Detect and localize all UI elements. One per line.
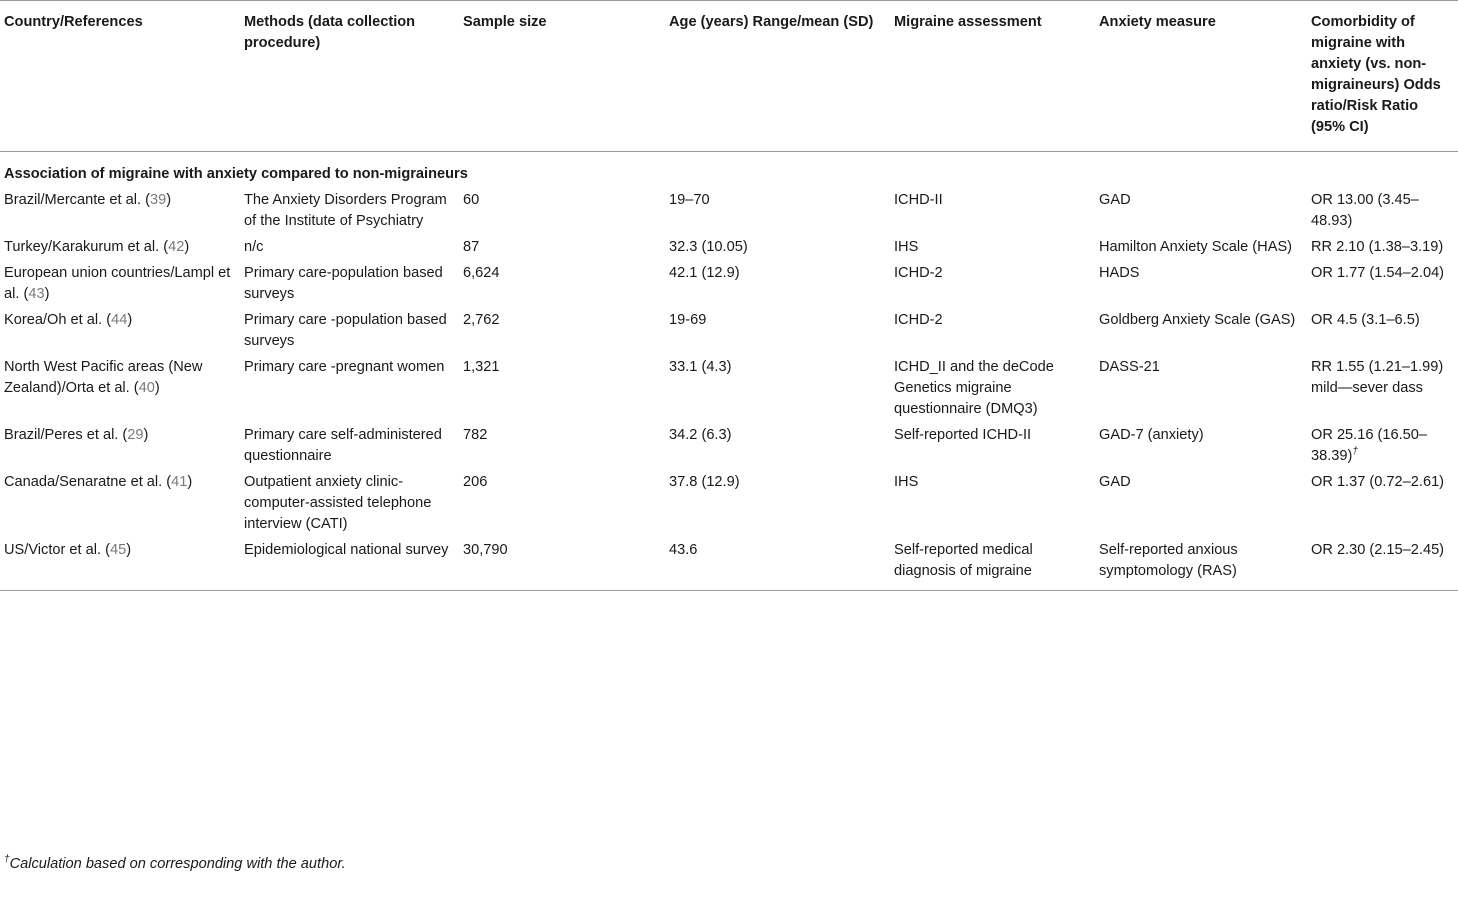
footnote	[4, 856, 346, 872]
cell-migraine-assessment	[890, 310, 1095, 357]
cell-anxiety-measure-text: Goldberg Anxiety Scale (GAS)	[1099, 312, 1296, 328]
cell-country: Canada/Senaratne et al. (41)	[4, 474, 193, 490]
cell-anxiety-measure-text: GAD-7 (anxiety)	[1099, 427, 1204, 443]
cell-methods-text: Primary care-population based surveys	[244, 265, 443, 302]
table-row	[0, 263, 1458, 310]
cell-anxiety-measure	[1095, 237, 1307, 263]
cell-methods	[240, 190, 459, 237]
cell-sample-size-text: 60	[463, 192, 480, 208]
reference-link[interactable]: 41	[171, 474, 188, 490]
cell-country: European union countries/Lampl et al. (43)	[4, 265, 231, 302]
cell-country: Brazil/Peres et al. (29)	[4, 427, 149, 443]
cell-methods	[240, 357, 459, 425]
table-body	[0, 152, 1458, 591]
cell-anxiety-measure	[1095, 472, 1307, 540]
cell-anxiety-measure	[1095, 425, 1307, 472]
cell-migraine-assessment-text: Self-reported medical diagnosis of migraine	[894, 542, 1033, 579]
section-row	[0, 152, 1458, 191]
header-country: Country/References	[4, 14, 143, 30]
footnote-marker: †	[1352, 446, 1358, 458]
cell-comorbidity-text: OR 25.16 (16.50–38.39)	[1311, 427, 1428, 464]
cell-migraine-assessment	[890, 263, 1095, 310]
cell-methods	[240, 310, 459, 357]
table-row	[0, 540, 1458, 591]
cell-anxiety-measure	[1095, 190, 1307, 237]
cell-methods	[240, 263, 459, 310]
cell-country: Brazil/Mercante et al. (39)	[4, 192, 172, 208]
country-text: Brazil/Mercante et al.	[4, 192, 142, 208]
cell-anxiety-measure	[1095, 263, 1307, 310]
reference-link[interactable]: 43	[28, 286, 45, 302]
cell-comorbidity-text: OR 13.00 (3.45–48.93)	[1311, 192, 1419, 229]
cell-comorbidity	[1307, 237, 1458, 263]
cell-migraine-assessment-text: ICHD-II	[894, 192, 943, 208]
cell-sample-size-text: 1,321	[463, 359, 500, 375]
cell-sample-size	[459, 425, 665, 472]
cell-age	[665, 425, 890, 472]
cell-country: Korea/Oh et al. (44)	[4, 312, 133, 328]
cell-country: Turkey/Karakurum et al. (42)	[4, 239, 190, 255]
cell-methods	[240, 425, 459, 472]
cell-age	[665, 190, 890, 237]
country-text: Canada/Senaratne et al.	[4, 474, 163, 490]
cell-comorbidity	[1307, 263, 1458, 310]
cell-methods	[240, 540, 459, 591]
cell-age-text: 37.8 (12.9)	[669, 474, 740, 490]
cell-sample-size-text: 87	[463, 239, 480, 255]
cell-methods	[240, 472, 459, 540]
cell-migraine-assessment	[890, 472, 1095, 540]
cell-sample-size	[459, 237, 665, 263]
cell-comorbidity	[1307, 472, 1458, 540]
cell-country: US/Victor et al. (45)	[4, 542, 132, 558]
country-text: US/Victor et al.	[4, 542, 102, 558]
cell-migraine-assessment-text: ICHD_II and the deCode Genetics migraine questionnaire (DMQ3)	[894, 359, 1054, 417]
cell-age	[665, 237, 890, 263]
cell-sample-size	[459, 540, 665, 591]
table-row	[0, 357, 1458, 425]
country-text: Turkey/Karakurum et al.	[4, 239, 160, 255]
cell-age-text: 19–70	[669, 192, 710, 208]
cell-methods-text: n/c	[244, 239, 264, 255]
cell-age	[665, 357, 890, 425]
cell-migraine-assessment	[890, 357, 1095, 425]
reference-link[interactable]: 29	[127, 427, 144, 443]
cell-migraine-assessment	[890, 425, 1095, 472]
cell-sample-size-text: 2,762	[463, 312, 500, 328]
table-row	[0, 310, 1458, 357]
reference-link[interactable]: 40	[138, 380, 155, 396]
cell-anxiety-measure	[1095, 540, 1307, 591]
cell-comorbidity	[1307, 540, 1458, 591]
cell-sample-size-text: 30,790	[463, 542, 508, 558]
cell-age	[665, 472, 890, 540]
header-age: Age (years) Range/mean (SD)	[669, 14, 874, 30]
cell-methods-text: Primary care self-administered questionnaire	[244, 427, 442, 464]
cell-comorbidity	[1307, 310, 1458, 357]
cell-age	[665, 263, 890, 310]
cell-comorbidity-text: RR 2.10 (1.38–3.19)	[1311, 239, 1444, 255]
cell-anxiety-measure	[1095, 310, 1307, 357]
cell-comorbidity	[1307, 425, 1458, 472]
cell-comorbidity	[1307, 190, 1458, 237]
cell-methods-text: Primary care -population based surveys	[244, 312, 447, 349]
cell-anxiety-measure-text: DASS-21	[1099, 359, 1160, 375]
cell-methods-text: Epidemiological national survey	[244, 542, 449, 558]
cell-age-text: 19-69	[669, 312, 707, 328]
header-methods: Methods (data collection procedure)	[244, 14, 416, 51]
cell-sample-size-text: 782	[463, 427, 488, 443]
reference-link[interactable]: 44	[111, 312, 128, 328]
header-row	[0, 1, 1458, 152]
cell-migraine-assessment	[890, 540, 1095, 591]
cell-age	[665, 540, 890, 591]
cell-migraine-assessment-text: ICHD-2	[894, 265, 943, 281]
cell-age-text: 32.3 (10.05)	[669, 239, 748, 255]
cell-age	[665, 310, 890, 357]
country-text: Korea/Oh et al.	[4, 312, 103, 328]
cell-sample-size	[459, 263, 665, 310]
cell-comorbidity-text: OR 2.30 (2.15–2.45)	[1311, 542, 1445, 558]
section-title: Association of migraine with anxiety compared to non-migraineurs	[4, 166, 468, 182]
cell-country: North West Pacific areas (New Zealand)/Orta et al. (40)	[4, 359, 203, 396]
cell-anxiety-measure-text: GAD	[1099, 192, 1131, 208]
table-row	[0, 425, 1458, 472]
cell-anxiety-measure-text: HADS	[1099, 265, 1140, 281]
cell-anxiety-measure	[1095, 357, 1307, 425]
cell-migraine-assessment-text: IHS	[894, 239, 919, 255]
country-text: Brazil/Peres et al.	[4, 427, 119, 443]
cell-sample-size	[459, 357, 665, 425]
reference-link[interactable]: 45	[109, 542, 127, 558]
cell-comorbidity-text: OR 1.37 (0.72–2.61)	[1311, 474, 1445, 490]
country-text: North West Pacific areas (New Zealand)/Orta et al.	[4, 359, 203, 396]
cell-anxiety-measure-text: Self-reported anxious symptomology (RAS)	[1099, 542, 1238, 579]
cell-methods-text: The Anxiety Disorders Program of the Institute of Psychiatry	[244, 192, 447, 229]
footnote-text: Calculation based on corresponding with the author.	[9, 856, 346, 872]
cell-migraine-assessment-text: Self-reported ICHD-II	[894, 427, 1032, 443]
cell-migraine-assessment	[890, 237, 1095, 263]
cell-age-text: 42.1 (12.9)	[669, 265, 740, 281]
cell-migraine-assessment-text: IHS	[894, 474, 919, 490]
reference-link[interactable]: 42	[168, 239, 185, 255]
country-text: European union countries/Lampl et al.	[4, 265, 231, 302]
table-row	[0, 190, 1458, 237]
table-row	[0, 237, 1458, 263]
cell-anxiety-measure-text: GAD	[1099, 474, 1131, 490]
cell-anxiety-measure-text: Hamilton Anxiety Scale (HAS)	[1099, 239, 1293, 255]
cell-methods-text: Outpatient anxiety clinic-computer-assisted telephone interview (CATI)	[244, 474, 432, 532]
reference-link[interactable]: 39	[150, 192, 167, 208]
cell-methods-text: Primary care -pregnant women	[244, 359, 445, 375]
cell-migraine-assessment-text: ICHD-2	[894, 312, 943, 328]
header-comorbidity: Comorbidity of migraine with anxiety (vs. non-migraineurs) Odds ratio/Risk Ratio (95% CI)	[1311, 14, 1441, 135]
cell-sample-size	[459, 190, 665, 237]
cell-age-text: 43.6	[669, 542, 698, 558]
cell-sample-size	[459, 310, 665, 357]
footnote-mark: †	[4, 854, 10, 866]
cell-comorbidity-text: OR 4.5 (3.1–6.5)	[1311, 312, 1420, 328]
table-row	[0, 472, 1458, 540]
cell-age-text: 33.1 (4.3)	[669, 359, 732, 375]
cell-comorbidity-text: RR 1.55 (1.21–1.99) mild—sever dass	[1311, 359, 1444, 396]
cell-comorbidity-text: OR 1.77 (1.54–2.04)	[1311, 265, 1445, 281]
cell-age-text: 34.2 (6.3)	[669, 427, 732, 443]
table-header	[0, 1, 1458, 152]
cell-comorbidity	[1307, 357, 1458, 425]
cell-methods	[240, 237, 459, 263]
cell-sample-size	[459, 472, 665, 540]
cell-sample-size-text: 206	[463, 474, 488, 490]
header-anxiety-measure: Anxiety measure	[1099, 14, 1216, 30]
cell-migraine-assessment	[890, 190, 1095, 237]
cell-sample-size-text: 6,624	[463, 265, 500, 281]
header-migraine-assessment: Migraine assessment	[894, 14, 1042, 30]
header-sample-size: Sample size	[463, 14, 547, 30]
